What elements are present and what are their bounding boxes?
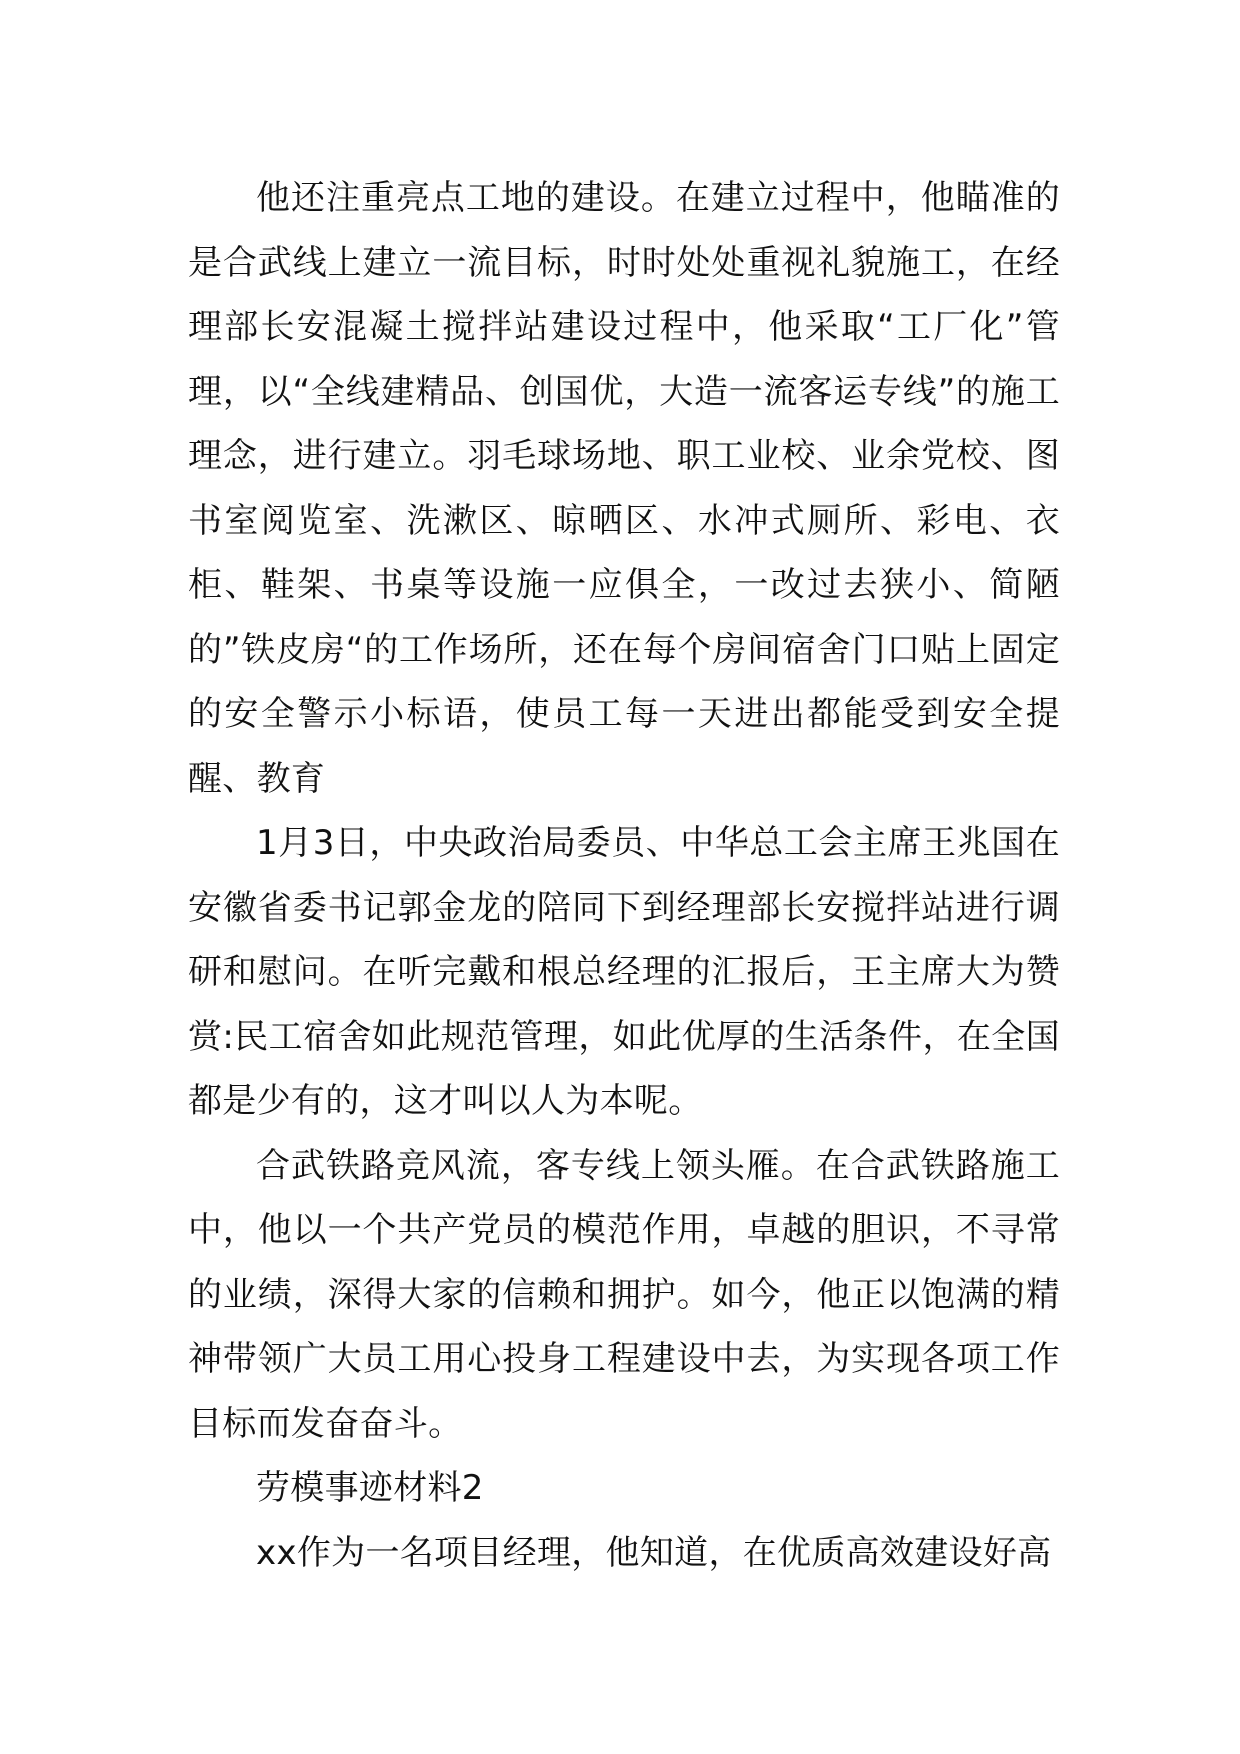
paragraph-highlight-site: 他还注重亮点工地的建设。在建立过程中，他瞄准的是合武线上建立一流目标，时时处处重视礼貌施工，在经理部长安混凝土搅拌站建设过程中，他采取“工厂化”管理，以“全线建精品、创国优，大造一流客运专线”的施工理念，进行建立。羽毛球场地、职工业校、业余党校、图书室阅览室、洗漱区、晾晒区、水冲式厕所、彩电、衣柜、鞋架、书桌等设施一应俱全，一改过去狭小、简陋的”铁皮房“的工作场所，还在每个房间宿舍门口贴上固定的安全警示小标语，使员工每一天进出都能受到安全提醒、教育 (188, 178, 1060, 799)
paragraph-railway-leader: 合武铁路竞风流，客专线上领头雁。在合武铁路施工中，他以一个共产党员的模范作用，卓越的胆识，不寻常的业绩，深得大家的信赖和拥护。如今，他正以饱满的精神带领广大员工用心投身工程建设中去，为实现各项工作目标而发奋奋斗。 (188, 1145, 1060, 1444)
section-title: 劳模事迹材料2 (256, 1468, 484, 1508)
document-body (188, 166, 1060, 1585)
paragraph-inspection-visit: 1月3日，中央政治局委员、中华总工会主席王兆国在安徽省委书记郭金龙的陪同下到经理部长安搅拌站进行调研和慰问。在听完戴和根总经理的汇报后，王主席大为赞赏:民工宿舍如此规范管理，如此优厚的生活条件，在全国都是少有的，这才叫以人为本呢。 (188, 823, 1060, 1121)
paragraph-project-manager: xx作为一名项目经理，他知道，在优质高效建设好高 (256, 1532, 1052, 1573)
